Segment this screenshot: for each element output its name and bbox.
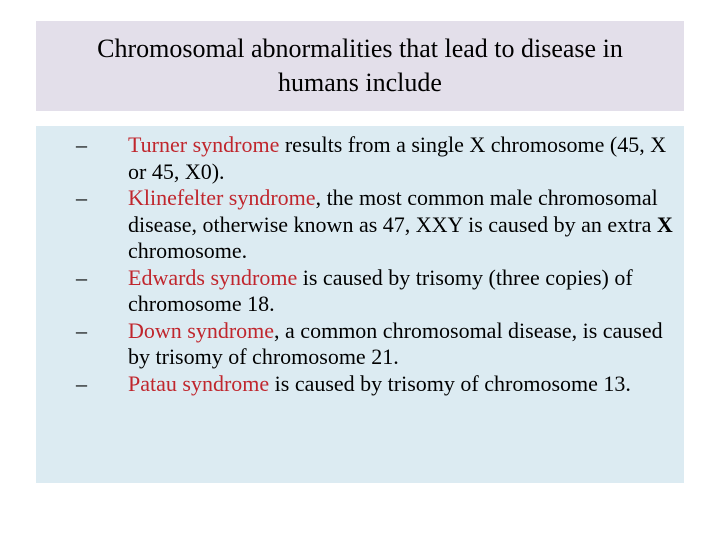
term-klinefelter-syndrome: Klinefelter syndrome xyxy=(128,185,316,210)
bullet-marker: – xyxy=(76,264,87,290)
bullet-turner xyxy=(76,132,676,185)
bullet-marker: – xyxy=(76,185,87,210)
content-box xyxy=(36,126,684,483)
bold-x: X xyxy=(656,211,673,237)
bullet-marker: – xyxy=(76,317,87,343)
term-patau-syndrome: Patau syndrome xyxy=(128,370,270,396)
term-edwards-syndrome: Edwards syndrome xyxy=(128,264,298,290)
bullet-text: is caused by trisomy of chromosome 13. xyxy=(269,370,631,396)
bullet-down xyxy=(76,318,676,371)
title-box xyxy=(36,21,684,111)
bullet-text-after: chromosome. xyxy=(128,238,248,263)
term-turner-syndrome: Turner syndrome xyxy=(128,132,280,157)
bullet-marker: – xyxy=(76,132,87,157)
bullet-text: is caused by trisomy (three copies) of chromosome 18. xyxy=(128,264,633,316)
bullet-list xyxy=(76,132,676,397)
bullet-text: , a common chromosomal disease, is caused by trisomy of chromosome 21. xyxy=(128,317,663,369)
bullet-patau xyxy=(76,371,676,398)
slide-title: Chromosomal abnormalities that lead to disease in humans include xyxy=(97,34,623,97)
term-down-syndrome: Down syndrome xyxy=(128,317,275,343)
bullet-text: results from a single X chromosome (45, X or 45, X0). xyxy=(128,132,667,184)
bullet-marker: – xyxy=(76,370,87,396)
bullet-klinefelter xyxy=(76,185,676,265)
bullet-edwards xyxy=(76,265,676,318)
bullet-text: , the most common male chromosomal disease, otherwise known as 47, XXY is caused by an extra xyxy=(128,185,658,237)
